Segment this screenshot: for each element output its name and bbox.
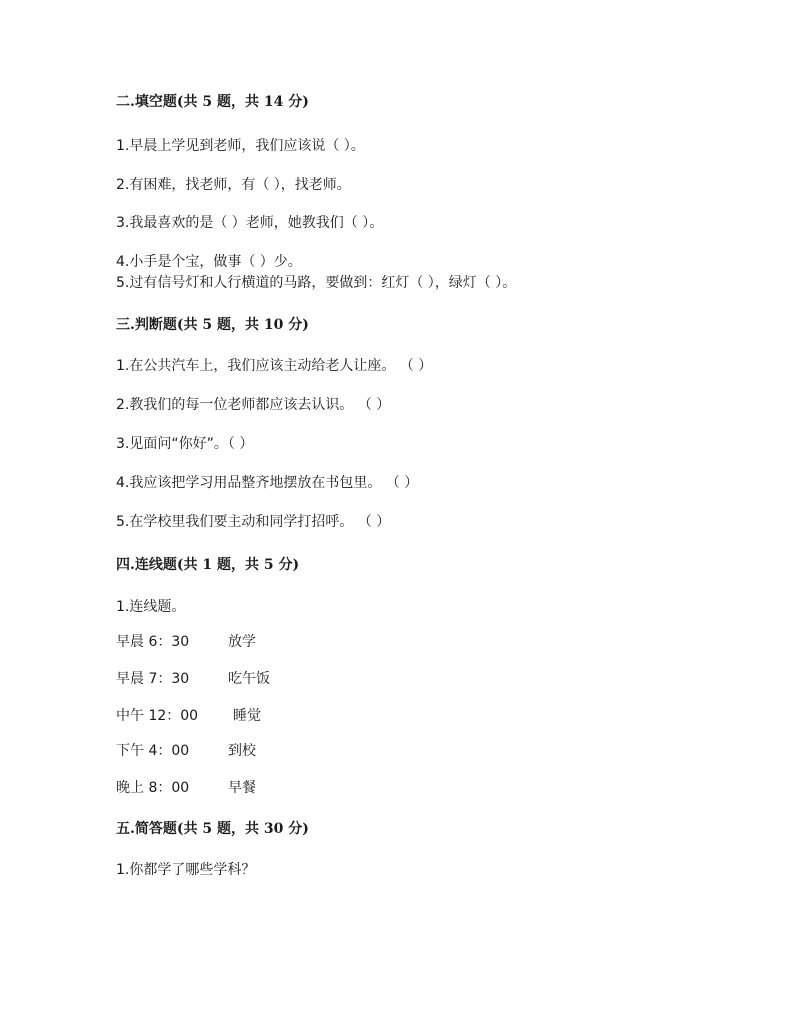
fill-blank-question-4: 4.小手是个宝，做事（ ）少。	[116, 254, 302, 270]
matching-prompt: 1.连线题。	[116, 599, 186, 615]
section-heading-fill-blank: 二.填空题(共 5 题，共 14 分)	[116, 94, 309, 110]
true-false-question-2: 2.教我们的每一位老师都应该去认识。 （ ）	[116, 397, 391, 413]
matching-time-1: 早晨 6：30	[116, 634, 190, 650]
matching-time-5: 晚上 8：00	[116, 780, 190, 796]
true-false-question-1: 1.在公共汽车上，我们应该主动给老人让座。 （ ）	[116, 358, 433, 374]
fill-blank-question-3: 3.我最喜欢的是（ ）老师，她教我们（ ）。	[116, 215, 384, 231]
true-false-question-4: 4.我应该把学习用品整齐地摆放在书包里。 （ ）	[116, 475, 419, 491]
section-heading-true-false: 三.判断题(共 5 题，共 10 分)	[116, 317, 309, 333]
fill-blank-question-1: 1.早晨上学见到老师，我们应该说（ ）。	[116, 138, 365, 154]
fill-blank-question-5: 5.过有信号灯和人行横道的马路，要做到：红灯（ ），绿灯（ ）。	[116, 275, 517, 291]
matching-time-4: 下午 4：00	[116, 743, 190, 759]
section-heading-short-answer: 五.简答题(共 5 题，共 30 分)	[116, 821, 309, 837]
section-heading-matching: 四.连线题(共 1 题，共 5 分)	[116, 557, 300, 573]
true-false-question-5: 5.在学校里我们要主动和同学打招呼。 （ ）	[116, 514, 391, 530]
matching-activity-1: 放学	[228, 634, 256, 650]
fill-blank-question-2: 2.有困难，找老师，有（ ），找老师。	[116, 177, 351, 193]
matching-activity-4: 到校	[228, 743, 256, 759]
true-false-question-3: 3.见面问“你好”。（ ）	[116, 436, 254, 452]
short-answer-question-1: 1.你都学了哪些学科？	[116, 862, 256, 878]
matching-activity-5: 早餐	[228, 780, 256, 796]
matching-activity-3: 睡觉	[233, 708, 261, 724]
matching-time-3: 中午 12：00	[116, 708, 199, 724]
matching-activity-2: 吃午饭	[228, 671, 270, 687]
matching-time-2: 早晨 7：30	[116, 671, 190, 687]
